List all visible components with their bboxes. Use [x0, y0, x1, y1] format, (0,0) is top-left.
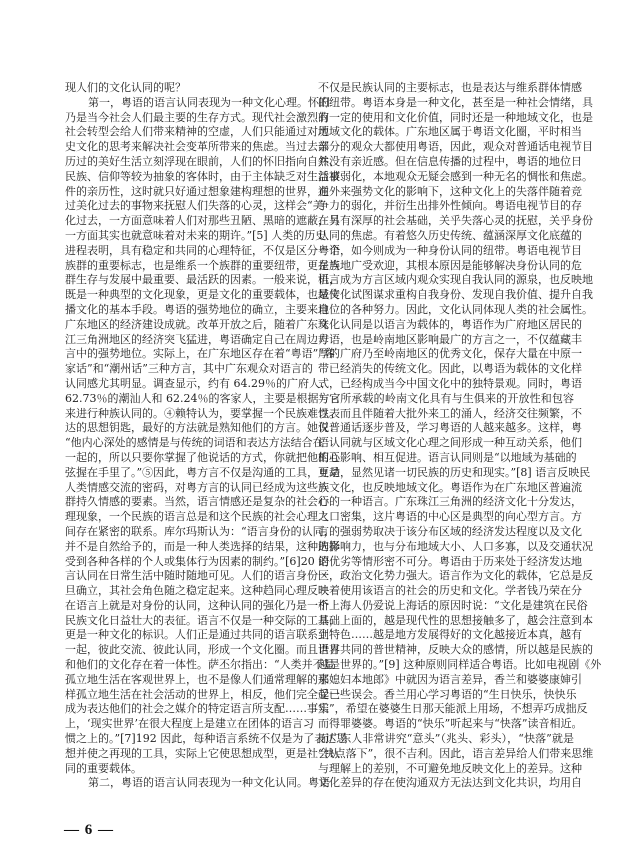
text-line: 的优劣等情形密不可分。粤语由于历来处于经济发达地 — [318, 554, 582, 568]
text-line: 进程表明，具有稳定和共同的心理特征，不仅是区分一个 — [65, 243, 340, 257]
text-line: 土特色……越是地方发展得好的文化越接近本真，越有 — [318, 628, 582, 642]
text-line: 乃是当今社会人们最主要的生存方式。现代社会激烈的 — [65, 110, 329, 124]
text-line: 而广东人非常讲究“意头”（兆头、彩头），“快落”就是 — [318, 732, 574, 746]
text-line: 行的一种语言。广东珠江三角洲的经济文化十分发达， — [318, 495, 582, 509]
text-line: 认同感尤其明显。调查显示，约有 64.29％的广府人、 — [65, 376, 331, 390]
text-line: 益被弱化，本地观众无疑会感到一种无名的惆怅和焦虑。 — [318, 169, 593, 183]
text-line: 样孤立地生活在社会活动的世界上，相反，他们完全受已 — [65, 687, 340, 701]
text-line: 过美化过去的事物来抚慰人们失落的心灵，这样会“美 — [65, 199, 324, 213]
text-line: 理现象，一个民族的语言总是和这个民族的社会心理之 — [65, 510, 329, 524]
text-line: 地域文化的载体。广东地区属于粤语文化圈，平时相当 — [318, 125, 582, 139]
text-line: 家话”和“潮州话”三种方言，其中广东观众对语言的 — [65, 362, 313, 376]
text-line: 机，成为方言区域内观众实现自我认同的源泉，也反映地 — [318, 273, 593, 287]
paragraph — [65, 95, 348, 777]
text-line: 在具有深厚的社会基础，关乎失落心灵的抚慰，关乎身份 — [318, 214, 593, 228]
text-line: 有一定的使用和文化价值，同时还是一种地域文化，也是 — [318, 110, 593, 124]
text-line: 上，‘现实世界’在很大程度上是建立在团体的语言习 — [65, 717, 314, 731]
text-line: 一起，彼此交流、彼此认同，形成一个文化圈。而且语言 — [65, 643, 340, 657]
text-line: 来进行种族认同的。④赖特认为，要掌握一个民族难以表 — [65, 406, 340, 420]
text-line: 人口密集，这片粤语的中心区是典型的向心型方言。方 — [318, 510, 582, 524]
text-line: 在外来强势文化的影响下，这种文化上的失落伴随着竞 — [318, 184, 582, 198]
text-line: 江三角洲地区的经济突飞猛进，粤语确定自己在周边方 — [65, 332, 329, 346]
text-line: 件的亲历性，这时就只好通过想象建构理想的世界，通 — [65, 184, 329, 198]
text-line: 而得罪婆婆。粤语的“快乐”听起来与“快落”读音相近。 — [318, 717, 583, 731]
text-line: 的纽带。粤语本身是一种文化，甚至是一种社会情绪，具 — [318, 95, 593, 109]
text-line: 社会转型会给人们带来精神的空虚，人们只能通过对历 — [65, 125, 329, 139]
text-line: 母语，也是岭南地区影响最广的方言之一，不仅蕴藏丰 — [318, 332, 582, 346]
text-line: 区，政治文化势力强大。语言作为文化的载体，它总是反 — [318, 569, 593, 583]
text-line: “快点落下”，很不吉利。因此，语言差异给人们带来思维 — [318, 746, 594, 760]
text-line: 更是一种文化的标识。人们正是通过共同的语言联系到 — [65, 628, 329, 642]
text-line: 族文化，也反映地域文化。粤语作为在广东地区普遍流 — [318, 480, 582, 494]
text-line: 群生存与发展中最重要、最活跃的因素。一般来说，语言 — [65, 273, 340, 287]
text-line: 相互影响、相互促进。语言认同则是“以地域为基础的 — [318, 450, 577, 464]
text-line: 既是一种典型的文化现象，更是文化的重要载体，也是传 — [65, 288, 340, 302]
text-line: 惯之上的。”[7]192 因此，每种语言系统不仅是为了表达思 — [65, 732, 348, 746]
text-line: 并不是自然给予的，而是一种人类选择的结果，这种选择 — [65, 539, 340, 553]
text-line: 带已经消失的传统文化。因此，以粤语为载体的文化样 — [318, 362, 582, 376]
text-line: 并没有亲近感。但在信息传播的过程中，粤语的地位日 — [318, 154, 582, 168]
text-line: 一起的，所以只要你掌握了他说话的方式，你就把他的心 — [65, 450, 340, 464]
text-line: 地位的各种努力。因此，文化认同体现人类的社会属性。 — [318, 302, 593, 316]
text-line: 与理解上的差别，不可避免地反映文化上的差异。这种 — [318, 761, 582, 775]
paragraph — [65, 776, 330, 791]
text-line: 弦握在手里了。”⑤因此，粤方言不仅是沟通的工具，更是 — [65, 465, 341, 479]
text-line: 现人们的文化认同的呢？ — [65, 81, 186, 94]
right-text-column — [318, 81, 602, 791]
text-line: 来媳妇本地郎》中就因为语言差异，香兰和婆婆康婶引 — [318, 672, 582, 686]
text-line: 乐”，希望在婆婆生日那天能派上用场，不想弄巧成拙反 — [318, 702, 588, 716]
text-line: 族群的重要标志，也是维系一个族群的重要纽带，更是族 — [65, 258, 340, 272]
text-line: “他内心深处的感情是与传统的词语和表达方法结合在 — [65, 436, 324, 450]
text-line: 越是世界的。”[9] 这种原则同样适合粤语。比如电视剧《外 — [318, 658, 602, 672]
left-text-column — [65, 81, 348, 791]
text-line: 历过的美好生活立刻浮现在眼前，人们的怀旧指向自然、 — [65, 154, 340, 168]
text-line: 第二，粤语的语言认同表现为一种文化认同。粤语 — [88, 776, 330, 790]
text-line: 析上海人仍爱说上海话的原因时说：“文化是建筑在民俗 — [318, 598, 588, 612]
text-line: 想并使之再现的工具，实际上它使思想成型，更是社会认 — [65, 746, 340, 760]
text-line: 仅普通话逐步普及，学习粤语的人越来越多。这样，粤 — [318, 421, 582, 435]
text-line: 起一些误会。香兰用心学习粤语的“生日快乐，快快乐 — [318, 687, 577, 701]
page-number: — 6 — — [64, 822, 114, 838]
text-line: 旦确立，其社会角色随之稳定起来。这种趋同心理反映 — [65, 584, 329, 598]
text-line: 世界共同的普世精神，反映大众的感情，所以越是民族的 — [318, 643, 593, 657]
text-line: 粤语，如今则成为一种身份认同的纽带。粤语电视节目 — [318, 243, 582, 257]
text-line: 和他们的文化存在着一体性。萨丕尔指出：“人类并不是 — [65, 658, 335, 672]
text-line: 同的重要载体。 — [65, 761, 142, 775]
text-line: 不仅是民族认同的主要标志，也是表达与维系群体情感 — [318, 81, 582, 94]
text-line: 言的强弱势取决于该分布区域的经济发达程度以及文化 — [318, 524, 582, 538]
text-line: 在当地广受欢迎，其根本原因是能够解决身份认同的危 — [318, 258, 582, 272]
text-line: 人类情感交流的密码，对粤方言的认同已经成为这些族 — [65, 480, 329, 494]
text-line: 民族、信仰等较为抽象的客体时，由于主体缺乏对生活事 — [65, 169, 340, 183]
text-line: 受到各种各样的个人或集体行为因素的制约。”[6]20 语 — [65, 554, 330, 568]
text-line: 化过去，一方面意味着人们对那些丑陋、黑暗的遮蔽，另 — [65, 214, 340, 228]
text-line: 成为表达他们的社会之媒介的特定语言所支配……事实 — [65, 702, 329, 716]
text-line: 文化差异的存在使沟通双方无法达到文化共识，均用自 — [318, 776, 582, 790]
text-line: 62.73％的潮汕人和 62.24％的客家人，主要是根据方言 — [65, 391, 341, 405]
text-line: 间存在紧密的联系。库尔玛斯认为：“语言身份的认同， — [65, 524, 335, 538]
text-line: 与它所承载的岭南文化具有与生俱来的开放性和包容 — [318, 391, 574, 405]
text-line: 一方面其实也就意味着对未来的期许。”[5] 人类的历史 — [65, 228, 327, 242]
text-line: 在语言上就是对身份的认同，这种认同的强化乃是一个 — [65, 598, 329, 612]
text-line: 第一，粤语的语言认同表现为一种文化心理。怀旧 — [88, 95, 330, 109]
text-line: 厚的广府乃至岭南地区的优秀文化，保存大量在中原一 — [318, 347, 582, 361]
text-line: 基础上面的，越是现代性的思想接触多了，越会注意到本 — [318, 613, 593, 627]
text-line: 达的思想钥匙，最好的方法就是熟知他们的方言。她说： — [65, 421, 340, 435]
text-line: 语认同就与区域文化心理之间形成一种互动关系，他们 — [318, 436, 582, 450]
text-line: 争力的弱化，并衍生出排外性倾向。粤语电视节目的存 — [318, 199, 582, 213]
text-line: 言中的强势地位。实际上，在广东地区存在着“粤语”“客 — [65, 347, 335, 361]
text-line: 域文化试图谋求重构自我身份、发现自我价值、提升自我 — [318, 288, 593, 302]
paragraph — [65, 81, 311, 96]
text-line: 广东地区的经济建设成就。改革开放之后，随着广东珠 — [65, 317, 329, 331]
text-line: 播文化的基本手段。粤语的强势地位的确立，主要来自 — [65, 302, 329, 316]
paragraph — [318, 81, 602, 791]
text-line: 的影响力，也与分布地域大小、人口多寡，以及交通状况 — [318, 539, 593, 553]
text-line: 部分的观众大都使用粤语，因此，观众对普通话电视节目 — [318, 140, 593, 154]
text-line: 文化认同是以语言为载体的，粤语作为广府地区居民的 — [318, 317, 582, 331]
text-line: 史文化的思考来解决社会变革所带来的焦虑。当过去亲 — [65, 140, 329, 154]
text-line: 映着使用该语言的社会的历史和文化。学者钱乃荣在分 — [318, 584, 582, 598]
text-line: 民族文化日益壮大的表征。语言不仅是一种交际的工具， — [65, 613, 340, 627]
text-line: 式，已经构成当今中国文化中的独特景观。同时，粤语 — [318, 376, 582, 390]
text-line: 认同的焦虑。有着悠久历史传统、蕴涵深厚文化底蕴的 — [318, 228, 582, 242]
text-line: 言认同在日常生活中随时随地可见。人们的语言身份一 — [65, 569, 329, 583]
text-line: 性。而且伴随着大批外来工的涌人，经济交往频繁，不 — [318, 406, 582, 420]
text-line: 互动，显然见诸一切民族的历史和现实。”[8] 语言反映民 — [318, 465, 591, 479]
text-line: 孤立地生活在客观世界上，也不是像人们通常理解的那 — [65, 672, 329, 686]
text-line: 群持久情感的要素。当然，语言情感还是复杂的社会心 — [65, 495, 329, 509]
